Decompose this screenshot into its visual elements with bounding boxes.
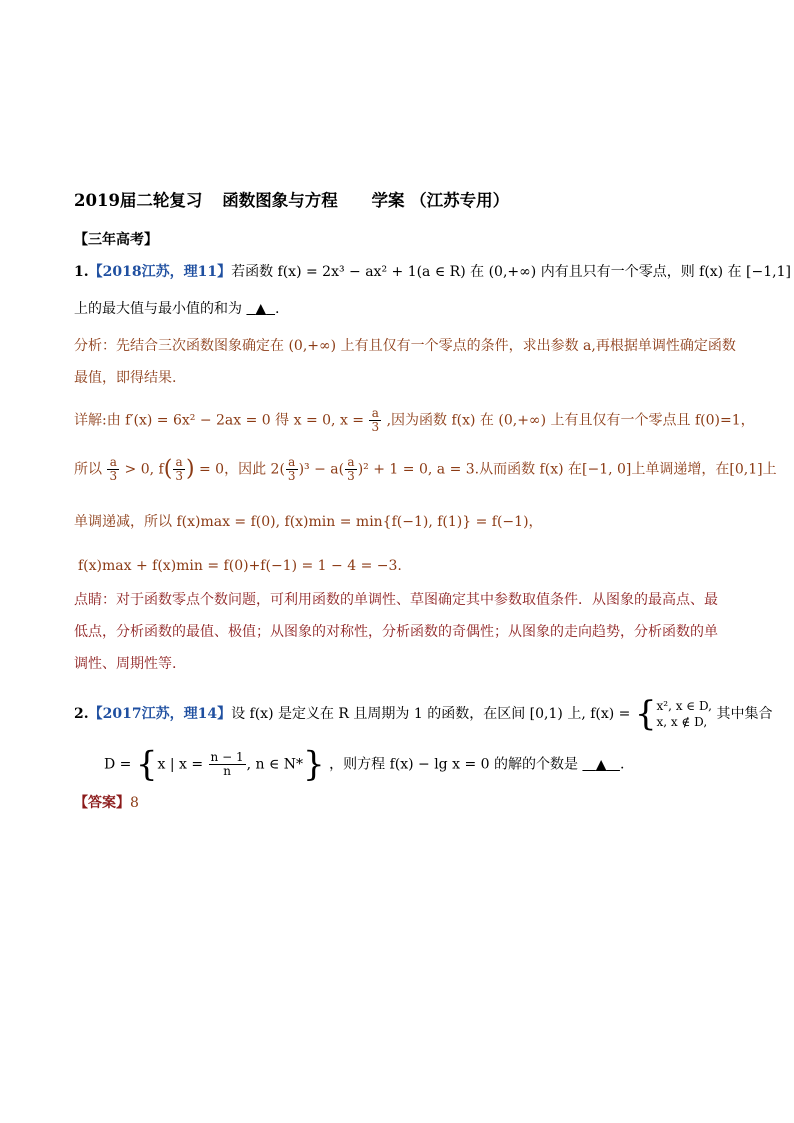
q2-number: 2.	[74, 706, 89, 722]
q1-analysis-1: 分析：先结合三次函数图象确定在 (0,+∞) 上有且仅有一个零点的条件，求出参数 a,再根据单调性确定函数	[74, 338, 736, 354]
title-left: 2019届二轮复习	[74, 191, 203, 210]
q2-source: 【2017江苏，理14】	[88, 706, 232, 722]
q1-detail-3: 单调递减，所以 f(x)max = f(0), f(x)min = min{f(−1), f(1)} = f(−1)，	[74, 514, 543, 530]
q1-detail-2d: )³ − a(	[298, 461, 345, 478]
q2-set-a: D =	[104, 756, 132, 773]
q2-piecewise-cases: x², x ∈ D, x, x ∉ D,	[656, 699, 712, 729]
q2-answer-blank: ▲	[595, 756, 607, 773]
q1-detail-4: f(x)max + f(x)min = f(0)+f(−1) = 1 − 4 = −3.	[78, 558, 402, 574]
q1-number: 1.	[74, 264, 89, 280]
q1-comment-2: 低点，分析函数的最值、极值；从图象的对称性，分析函数的奇偶性；从图象的走向趋势，分析函数的单	[74, 624, 718, 640]
title-right: 学案 （江苏专用）	[371, 191, 510, 210]
q2-set-b: x | x =	[157, 756, 204, 773]
q2-answer-value: 8	[130, 795, 139, 811]
q1-detail-2e: )² + 1 = 0, a = 3.从而函数 f(x) 在[−1, 0]上单调递增，在[0,1]上	[357, 461, 777, 478]
q1-detail-2b: > 0, f	[124, 461, 164, 478]
q1-source: 【2018江苏，理11】	[88, 264, 232, 280]
q1-text-a: 若函数 f(x) = 2x³ − ax² + 1(a ∈ R) 在 (0,+∞) 内有且只有一个零点，则 f(x) 在 [−1,1]	[231, 264, 791, 280]
q1-detail-1	[74, 407, 755, 434]
q2-answer	[74, 793, 139, 813]
q2-text-a: 设 f(x) 是定义在 R 且周期为 1 的函数，在区间 [0,1) 上, f(x) =	[231, 706, 631, 722]
q1-detail-1a: 详解:由 f′(x) = 6x² − 2ax = 0 得 x = 0, x =	[74, 412, 365, 429]
q1-detail-2a: 所以	[74, 461, 102, 478]
q1-comment-3: 调性、周期性等.	[74, 656, 177, 672]
q1-comment-1: 点睛：对于函数零点个数问题，可利用函数的单调性、草图确定其中参数取值条件．从图象的最高点、最	[74, 592, 718, 608]
q1-answer-blank: ▲	[255, 301, 267, 317]
q2-line-1: 2.【2017江苏，理14】设 f(x) 是定义在 R 且周期为 1 的函数，在区间 [0,1) 上, f(x) = { x², x ∈ D, x, x ∉ D, 其中集合	[74, 694, 773, 734]
q1-detail-fraction: $\frac{a}{3}$	[371, 406, 380, 434]
q2-answer-label: 【答案】	[74, 795, 130, 811]
q1-line-1	[74, 262, 791, 282]
q1-text-b: 上的最大值与最小值的和为	[74, 301, 242, 317]
q1-detail-1b: ,因为函数 f(x) 在 (0,+∞) 上有且仅有一个零点且 f(0)=1，	[386, 412, 755, 429]
page-title	[74, 191, 509, 211]
q1-line-2: 上的最大值与最小值的和为 ▲ .	[74, 301, 280, 317]
q1-detail-2c: = 0，因此 2(	[199, 461, 285, 478]
section-heading: 【三年高考】	[74, 232, 158, 248]
q1-analysis-2: 最值，即得结果.	[74, 370, 177, 386]
q2-line-2: D = {x | x = $\frac{n - 1}{n}$ , n ∈ N*} ，则方程 f(x) − lg x = 0 的解的个数是 ▲ .	[104, 744, 625, 785]
q2-set-fraction: $\frac{n - 1}{n}$	[210, 750, 244, 778]
title-mid: 函数图象与方程	[222, 191, 338, 210]
q2-text-c: ，则方程 f(x) − lg x = 0 的解的个数是	[329, 756, 578, 773]
q2-set-c: , n ∈ N*	[246, 756, 304, 773]
q2-text-b: 其中集合	[716, 706, 773, 722]
q1-detail-2: 所以 $\frac{a}{3}$ > 0, f( $\frac{a}{3}$ ) = 0，因此 2( $\frac{a}{3}$ )³ − a( $\frac{a}{3}$ )² + 1 = 0, a = 3.从而函数 f(x) 在[−1, 0]上单调递增，在[0,1]上	[74, 455, 777, 483]
